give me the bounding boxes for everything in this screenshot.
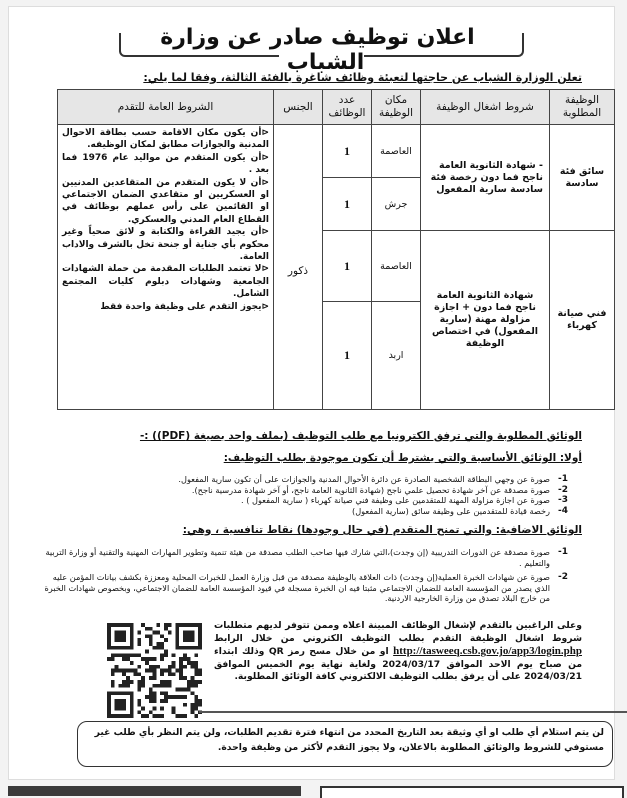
list-item: 3- صورة عن اجازة مزاولة المهنة للمتقدمين على وظيفة فني صيانة كهرباء ( سارية المفعول ) . xyxy=(241,495,568,505)
job-conditions-cell: - شهادة الثانوية العامة ناجح فما دون رخصة فئة سادسة سارية المفعول xyxy=(421,125,550,231)
general-conditions-cell xyxy=(58,125,274,410)
table-header-row xyxy=(58,90,615,125)
job-title-cell: فني صيانة كهرباء xyxy=(550,231,615,410)
list-item: 2- صورة مصدقة عن آخر شهادة تحصيل علمي ناجح (شهادة الثانوية العامة ناجح، أو آخر شهادة مدرسية ناجح). xyxy=(191,484,568,495)
job-title-cell: سائق فئة سادسة xyxy=(550,125,615,231)
col-header-general: الشروط العامة للتقدم xyxy=(58,90,274,125)
intro-text: تعلن الوزارة الشباب عن حاجتها لتعبئة وظائف شاغرة بالفئة الثالثة، وفقا لما يلي: xyxy=(143,71,582,84)
document-page xyxy=(8,6,615,780)
list-item: 4- رخصة قيادة للمتقدمين على وظيفة سائق (سارية المفعول) xyxy=(352,505,568,516)
list-item: 2- صورة عن شهادات الخبرة العملية(إن وجدت) ذات العلاقة بالوظيفة مصدقة من قبل وزارة العمل للخبرات المحلية ومعززة بكشف بيانات المؤمن عليه الذي يصدر من المؤسسة العامة للضمان الاجتماعي مثبتا فيه ان الخبرة مسجلة في قيود المؤسسة العامة للضمان الاجتماعي، وبخصوص شهادات الخبرة من خارج البلاد تصدق من وزارة الخارجية الاردنية. xyxy=(44,572,568,603)
general-condition-item: ⊲لا تعتمد الطلبات المقدمة من حملة الشهادات الجامعية وشهادات دبلوم كليات المجتمع الشامل. xyxy=(62,264,269,300)
location-cell: اربد xyxy=(372,302,421,410)
table-row xyxy=(58,125,615,178)
general-condition-item: ⊲أن يكون مكان الاقامة حسب بطاقة الاحوال المدنية والجوازات مطابق لمكان الوظيفه. xyxy=(62,128,269,151)
general-condition-item: ⊲أن يجيد القراءة والكتابة و لائق صحياً وغير محكوم بأي جناية أو جنحة تخل بالشرف والاداب العامة. xyxy=(62,227,269,263)
col-header-conditions: شروط اشغال الوظيفة xyxy=(421,90,550,125)
count-cell: 1 xyxy=(323,178,372,231)
qr-code xyxy=(107,623,202,718)
col-header-count: عدد الوظائف xyxy=(323,90,372,125)
general-condition-item: ⊲يجوز التقدم على وظيفة واحدة فقط xyxy=(100,301,269,312)
start-date: 2024/03/17 xyxy=(382,658,441,670)
count-cell: 1 xyxy=(323,231,372,302)
job-conditions-cell: شهادة الثانوية العامة ناجح فما دون + اجازة مزاولة مهنة (سارية المفعول) في اختصاص الوظيفة xyxy=(421,231,550,410)
gender-cell: ذكور xyxy=(274,125,323,410)
page-title: اعلان توظيف صادر عن وزارة الشباب xyxy=(160,25,482,75)
count-cell: 1 xyxy=(323,302,372,410)
col-header-job: الوظيفة المطلوبة xyxy=(550,90,615,125)
notice-box: لن يتم استلام أي طلب او أي وثيقة بعد التاريخ المحدد من انتهاء فترة تقديم الطلبات، ولن يتم النظر بأي طلب غير مستوفي للشروط والوثائق المطلوبة بالاعلان، ولا يجوز التقدم لأكثر من وظيفة واحدة. xyxy=(77,721,613,767)
application-instructions: وعلى الراغبين بالتقدم لإشغال الوظائف المبينة اعلاه وممن تتوفر لديهم متطلبات شروط اشغال الوظيفة التقدم بطلب التوظيف الكتروني من خلال الرابط http://tasweeq.csb.gov.jo/app3/login.php او من خلال مسح رمز QR وذلك ابتداء من صباح يوم الاحد الموافق 2024/03/17 ولغاية نهاية يوم الخميس الموافق 2024/03/21 على أن يرفق بطلب التوظيف الالكتروني كافة الوثائق المطلوبة. xyxy=(214,620,583,683)
extra-documents-list xyxy=(37,547,568,604)
basic-documents-list xyxy=(178,474,568,516)
end-date: 2024/03/21 xyxy=(524,671,582,683)
jobs-table xyxy=(57,89,615,410)
general-condition-item: ⊲أن لا يكون المتقدم من المتقاعدين المدنيين او العسكريين او متقاعدي الضمان الاجتماعي او القائمين على رأس عملهم بوظائف في القطاع العام المدني والعسكري. xyxy=(62,177,269,225)
location-cell: جرش xyxy=(372,178,421,231)
location-cell: العاصمة xyxy=(372,125,421,178)
col-header-gender: الجنس xyxy=(274,90,323,125)
divider xyxy=(199,711,627,713)
list-item: 1- صورة عن وجهي البطاقة الشخصية الصادرة عن دائرة الأحوال المدنية والجوازات على أن تكون سارية المفعول. xyxy=(178,474,568,484)
title-frame xyxy=(119,25,524,75)
next-page-strip-left xyxy=(8,786,301,796)
basic-documents-heading: أولا: الوثائق الأساسية والتي يشترط أن تكون موجودة بطلب التوظيف: xyxy=(223,452,582,464)
extra-documents-heading: الوثائق الاضافية: والتي تمنح المتقدم (في حال وجودها) نقاط تنافسية ، وهي: xyxy=(182,524,582,536)
application-link[interactable]: http://tasweeq.csb.gov.jo/app3/login.php xyxy=(393,645,582,658)
documents-heading: الوثائق المطلوبة والتي ترفق الكترونيا مع طلب التوظيف (بملف واحد بصيغة (PDF)) :- xyxy=(139,430,582,442)
next-page-strip-right xyxy=(320,786,624,798)
count-cell: 1 xyxy=(323,125,372,178)
general-condition-item: ⊲أن يكون المتقدم من مواليد عام 1976 فما بعد . xyxy=(62,152,269,176)
location-cell: العاصمة xyxy=(372,231,421,302)
list-item: 1- صورة مصدقة عن الدورات التدريبية (إن وجدت)،التي شارك فيها صاحب الطلب مصدقة من هيئة تنمية وتطوير المهارات المهنية والتقنية أو وزارة التربية والتعليم . xyxy=(45,547,568,568)
col-header-location: مكان الوظيفة xyxy=(372,90,421,125)
